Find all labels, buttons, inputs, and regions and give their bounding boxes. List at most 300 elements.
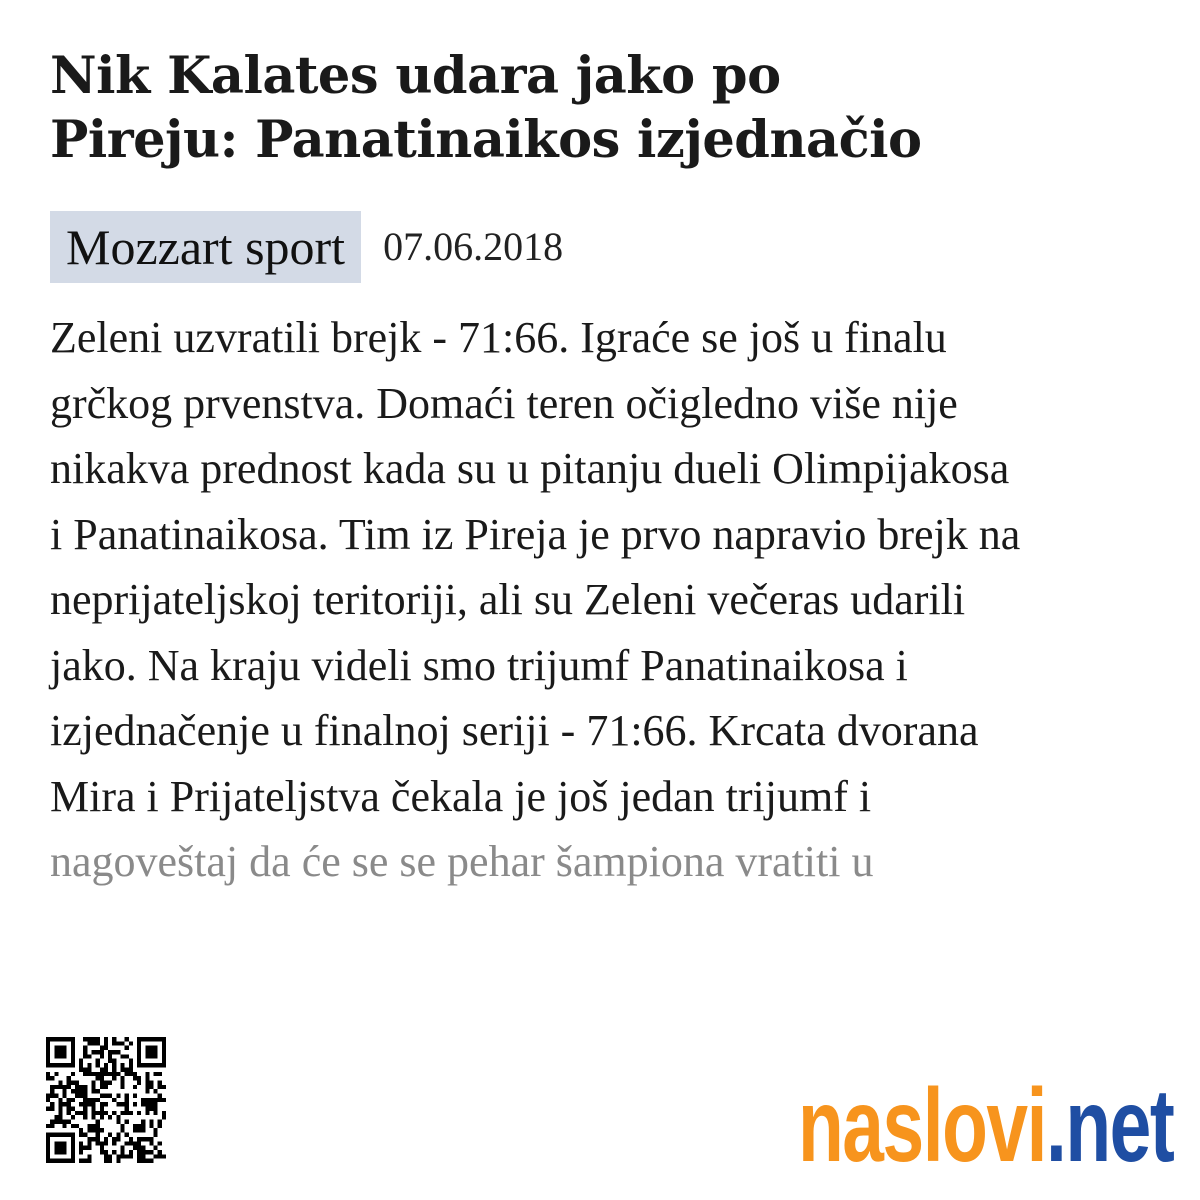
qr-module — [120, 1146, 124, 1150]
qr-module — [145, 1150, 149, 1154]
qr-module — [137, 1059, 141, 1063]
qr-module — [92, 1128, 96, 1132]
qr-module — [54, 1085, 58, 1089]
qr-module — [96, 1120, 100, 1124]
qr-code-graphic — [46, 1037, 166, 1163]
qr-module — [112, 1076, 116, 1080]
qr-module — [58, 1063, 62, 1067]
qr-module — [149, 1150, 153, 1154]
qr-module — [162, 1111, 166, 1115]
qr-module — [104, 1102, 108, 1106]
body-line: nikakva prednost kada su u pitanju dueli Olimpijakosa — [50, 444, 1010, 493]
qr-module — [154, 1098, 158, 1102]
qr-module — [158, 1098, 162, 1102]
qr-module — [158, 1093, 162, 1097]
qr-module — [58, 1054, 62, 1058]
qr-module — [58, 1141, 62, 1145]
qr-module — [54, 1050, 58, 1054]
qr-module — [162, 1041, 166, 1045]
headline-line: Nik Kalates udara jako po — [50, 46, 781, 106]
qr-module — [154, 1089, 158, 1093]
qr-module — [54, 1141, 58, 1145]
qr-module — [96, 1141, 100, 1145]
qr-module — [162, 1037, 166, 1041]
qr-module — [116, 1102, 120, 1106]
qr-module — [71, 1141, 75, 1145]
qr-module — [87, 1124, 91, 1128]
naslovi-logo[interactable] — [798, 1058, 1174, 1184]
body-line: grčkog prvenstva. Domaći teren očigledno više nije — [50, 378, 958, 428]
qr-module — [141, 1124, 145, 1128]
qr-module — [46, 1063, 50, 1067]
qr-module — [67, 1085, 71, 1089]
qr-module — [87, 1063, 91, 1067]
qr-module — [145, 1050, 149, 1054]
qr-module — [104, 1072, 108, 1076]
qr-module — [83, 1093, 87, 1097]
qr-module — [137, 1150, 141, 1154]
qr-module — [92, 1085, 96, 1089]
qr-module — [162, 1154, 166, 1158]
qr-module — [58, 1080, 62, 1084]
qr-module — [112, 1137, 116, 1141]
qr-module — [116, 1050, 120, 1054]
qr-module — [133, 1076, 137, 1080]
logo-brand: naslovi — [798, 1068, 1046, 1184]
qr-module — [96, 1124, 100, 1128]
qr-module — [96, 1076, 100, 1080]
qr-module — [141, 1146, 145, 1150]
qr-module — [46, 1072, 50, 1076]
qr-module — [100, 1050, 104, 1054]
qr-module — [149, 1085, 153, 1089]
qr-module — [141, 1102, 145, 1106]
qr-module — [158, 1141, 162, 1145]
qr-module — [158, 1072, 162, 1076]
qr-module — [141, 1120, 145, 1124]
qr-module — [145, 1102, 149, 1106]
qr-module — [149, 1080, 153, 1084]
qr-module — [125, 1072, 129, 1076]
qr-module — [158, 1063, 162, 1067]
qr-module — [129, 1041, 133, 1045]
qr-module — [46, 1107, 50, 1111]
qr-module — [125, 1107, 129, 1111]
qr-module — [67, 1063, 71, 1067]
qr-module — [58, 1046, 62, 1050]
qr-module — [96, 1050, 100, 1054]
qr-module — [129, 1137, 133, 1141]
qr-module — [54, 1093, 58, 1097]
qr-module — [145, 1098, 149, 1102]
qr-module — [100, 1054, 104, 1058]
qr-module — [120, 1080, 124, 1084]
qr-module — [96, 1059, 100, 1063]
qr-module — [104, 1041, 108, 1045]
qr-module — [46, 1046, 50, 1050]
qr-module — [71, 1115, 75, 1119]
qr-module — [92, 1080, 96, 1084]
qr-module — [63, 1150, 67, 1154]
qr-module — [100, 1076, 104, 1080]
qr-module — [75, 1111, 79, 1115]
logo-tld: .net — [1045, 1068, 1174, 1184]
qr-module — [92, 1089, 96, 1093]
qr-module — [133, 1141, 137, 1145]
qr-module — [92, 1037, 96, 1041]
qr-module — [96, 1111, 100, 1115]
body-line-faded: nagoveštaj da će se se pehar šampiona vratiti u — [50, 837, 874, 886]
qr-module — [120, 1054, 124, 1058]
qr-module — [125, 1054, 129, 1058]
qr-module — [46, 1041, 50, 1045]
qr-module — [71, 1124, 75, 1128]
qr-module — [116, 1137, 120, 1141]
qr-module — [116, 1133, 120, 1137]
qr-module — [63, 1063, 67, 1067]
qr-module — [116, 1154, 120, 1158]
qr-module — [133, 1146, 137, 1150]
qr-module — [104, 1085, 108, 1089]
qr-module — [96, 1041, 100, 1045]
qr-module — [104, 1063, 108, 1067]
qr-module — [141, 1063, 145, 1067]
qr-module — [125, 1067, 129, 1071]
qr-module — [149, 1050, 153, 1054]
qr-module — [154, 1146, 158, 1150]
qr-module — [137, 1141, 141, 1145]
qr-module — [108, 1059, 112, 1063]
qr-module — [112, 1150, 116, 1154]
qr-module — [100, 1150, 104, 1154]
qr-module — [100, 1128, 104, 1132]
qr-module — [58, 1085, 62, 1089]
qr-module — [63, 1141, 67, 1145]
qr-module — [63, 1102, 67, 1106]
qr-module — [71, 1037, 75, 1041]
qr-module — [145, 1159, 149, 1163]
qr-module — [58, 1146, 62, 1150]
qr-module — [83, 1111, 87, 1115]
qr-module — [100, 1107, 104, 1111]
qr-module — [79, 1067, 83, 1071]
qr-module — [54, 1120, 58, 1124]
qr-module — [137, 1063, 141, 1067]
qr-module — [96, 1037, 100, 1041]
qr-module — [129, 1072, 133, 1076]
qr-module — [46, 1124, 50, 1128]
qr-module — [154, 1128, 158, 1132]
qr-module — [145, 1080, 149, 1084]
qr-module — [104, 1067, 108, 1071]
qr-module — [46, 1141, 50, 1145]
qr-module — [92, 1041, 96, 1045]
qr-module — [67, 1120, 71, 1124]
qr-module — [46, 1050, 50, 1054]
qr-module — [79, 1085, 83, 1089]
qr-module — [46, 1137, 50, 1141]
qr-module — [67, 1159, 71, 1163]
qr-module — [129, 1150, 133, 1154]
qr-module — [137, 1137, 141, 1141]
qr-module — [100, 1085, 104, 1089]
qr-module — [112, 1141, 116, 1145]
qr-module — [120, 1041, 124, 1045]
qr-module — [71, 1107, 75, 1111]
qr-module — [71, 1133, 75, 1137]
qr-module — [83, 1098, 87, 1102]
qr-module — [58, 1133, 62, 1137]
qr-module — [145, 1037, 149, 1041]
qr-module — [149, 1107, 153, 1111]
qr-module — [71, 1146, 75, 1150]
qr-module — [154, 1072, 158, 1076]
qr-module — [71, 1059, 75, 1063]
qr-module — [158, 1120, 162, 1124]
qr-module — [67, 1098, 71, 1102]
qr-module — [120, 1063, 124, 1067]
article-body — [50, 305, 1155, 895]
qr-module — [125, 1037, 129, 1041]
qr-module — [92, 1137, 96, 1141]
qr-module — [162, 1050, 166, 1054]
qr-module — [75, 1080, 79, 1084]
qr-module — [46, 1150, 50, 1154]
qr-module — [79, 1128, 83, 1132]
qr-module — [158, 1080, 162, 1084]
qr-module — [137, 1080, 141, 1084]
qr-module — [116, 1072, 120, 1076]
qr-module — [120, 1111, 124, 1115]
qr-module — [92, 1102, 96, 1106]
qr-module — [50, 1133, 54, 1137]
body-line: neprijateljskoj teritoriji, ali su Zeleni večeras udarili — [50, 575, 966, 624]
qr-module — [92, 1072, 96, 1076]
qr-module — [133, 1085, 137, 1089]
qr-module — [46, 1133, 50, 1137]
qr-module — [137, 1076, 141, 1080]
qr-module — [71, 1098, 75, 1102]
body-line: Zeleni uzvratili brejk - 71:66. Igraće se još u finalu — [50, 313, 947, 362]
qr-module — [137, 1054, 141, 1058]
qr-module — [79, 1141, 83, 1145]
qr-module — [96, 1072, 100, 1076]
qr-module — [137, 1050, 141, 1054]
qr-module — [83, 1085, 87, 1089]
qr-module — [50, 1089, 54, 1093]
article-meta — [50, 211, 563, 283]
qr-module — [145, 1085, 149, 1089]
qr-module — [154, 1107, 158, 1111]
qr-module — [133, 1093, 137, 1097]
qr-module — [87, 1037, 91, 1041]
qr-module — [137, 1046, 141, 1050]
qr-module — [158, 1150, 162, 1154]
qr-module — [137, 1146, 141, 1150]
qr-module — [149, 1124, 153, 1128]
qr-module — [112, 1050, 116, 1054]
qr-module — [154, 1050, 158, 1054]
qr-module — [120, 1124, 124, 1128]
qr-module — [79, 1059, 83, 1063]
qr-module — [100, 1067, 104, 1071]
qr-module — [100, 1102, 104, 1106]
qr-module — [108, 1054, 112, 1058]
qr-module — [87, 1041, 91, 1045]
qr-module — [46, 1098, 50, 1102]
qr-module — [75, 1085, 79, 1089]
qr-module — [149, 1063, 153, 1067]
qr-module — [63, 1037, 67, 1041]
qr-module — [108, 1093, 112, 1097]
qr-module — [149, 1141, 153, 1145]
qr-module — [125, 1093, 129, 1097]
qr-module — [104, 1150, 108, 1154]
qr-module — [63, 1159, 67, 1163]
qr-module — [46, 1146, 50, 1150]
qr-module — [83, 1115, 87, 1119]
qr-module — [137, 1128, 141, 1132]
qr-module — [141, 1150, 145, 1154]
qr-module — [162, 1054, 166, 1058]
qr-module — [104, 1141, 108, 1145]
qr-module — [67, 1037, 71, 1041]
qr-module — [83, 1159, 87, 1163]
qr-module — [100, 1072, 104, 1076]
qr-module — [63, 1120, 67, 1124]
qr-module — [120, 1085, 124, 1089]
qr-module — [58, 1098, 62, 1102]
qr-module — [50, 1063, 54, 1067]
qr-module — [83, 1089, 87, 1093]
body-line: Mira i Prijateljstva čekala je još jedan trijumf i — [50, 771, 872, 821]
qr-module — [100, 1093, 104, 1097]
qr-module — [149, 1137, 153, 1141]
qr-module — [58, 1050, 62, 1054]
qr-module — [79, 1150, 83, 1154]
qr-module — [71, 1159, 75, 1163]
qr-module — [162, 1098, 166, 1102]
qr-module — [58, 1111, 62, 1115]
qr-module — [141, 1137, 145, 1141]
qr-module — [145, 1054, 149, 1058]
qr-module — [71, 1089, 75, 1093]
qr-module — [112, 1072, 116, 1076]
qr-module — [129, 1067, 133, 1071]
qr-module — [83, 1067, 87, 1071]
qr-module — [87, 1141, 91, 1145]
qr-module — [100, 1111, 104, 1115]
qr-module — [96, 1137, 100, 1141]
qr-module — [50, 1093, 54, 1097]
qr-module — [133, 1072, 137, 1076]
qr-module — [125, 1111, 129, 1115]
qr-module — [67, 1076, 71, 1080]
qr-module — [141, 1037, 145, 1041]
qr-module — [83, 1072, 87, 1076]
qr-module — [104, 1137, 108, 1141]
qr-module — [104, 1154, 108, 1158]
qr-module — [96, 1089, 100, 1093]
qr-module — [87, 1128, 91, 1132]
qr-module — [79, 1102, 83, 1106]
qr-module — [112, 1041, 116, 1045]
qr-module — [108, 1154, 112, 1158]
qr-module — [63, 1046, 67, 1050]
qr-module — [96, 1098, 100, 1102]
qr-module — [50, 1159, 54, 1163]
qr-module — [116, 1093, 120, 1097]
qr-module — [54, 1133, 58, 1137]
qr-module — [104, 1093, 108, 1097]
qr-module — [141, 1098, 145, 1102]
qr-module — [154, 1037, 158, 1041]
qr-module — [125, 1102, 129, 1106]
qr-module — [100, 1046, 104, 1050]
qr-module — [158, 1154, 162, 1158]
qr-module — [79, 1089, 83, 1093]
qr-module — [63, 1089, 67, 1093]
qr-module — [54, 1146, 58, 1150]
qr-module — [154, 1046, 158, 1050]
qr-module — [108, 1080, 112, 1084]
qr-module — [158, 1124, 162, 1128]
qr-code-icon[interactable] — [46, 1037, 166, 1163]
qr-module — [79, 1133, 83, 1137]
qr-module — [104, 1046, 108, 1050]
qr-module — [83, 1133, 87, 1137]
qr-module — [54, 1063, 58, 1067]
qr-module — [63, 1093, 67, 1097]
qr-module — [79, 1111, 83, 1115]
qr-module — [83, 1054, 87, 1058]
qr-module — [120, 1128, 124, 1132]
qr-module — [46, 1059, 50, 1063]
qr-module — [145, 1089, 149, 1093]
qr-module — [87, 1146, 91, 1150]
qr-module — [63, 1124, 67, 1128]
qr-module — [137, 1154, 141, 1158]
qr-module — [125, 1046, 129, 1050]
qr-module — [71, 1063, 75, 1067]
qr-module — [120, 1076, 124, 1080]
qr-module — [87, 1098, 91, 1102]
qr-module — [50, 1076, 54, 1080]
qr-module — [149, 1098, 153, 1102]
source-badge[interactable]: Mozzart sport — [50, 211, 361, 283]
qr-module — [149, 1120, 153, 1124]
qr-module — [100, 1115, 104, 1119]
qr-module — [129, 1063, 133, 1067]
qr-module — [79, 1159, 83, 1163]
qr-module — [71, 1041, 75, 1045]
qr-module — [145, 1107, 149, 1111]
qr-module — [50, 1037, 54, 1041]
qr-module — [137, 1111, 141, 1115]
qr-module — [79, 1146, 83, 1150]
qr-module — [125, 1120, 129, 1124]
qr-module — [162, 1115, 166, 1119]
qr-module — [149, 1046, 153, 1050]
qr-module — [92, 1107, 96, 1111]
qr-module — [125, 1133, 129, 1137]
qr-module — [46, 1037, 50, 1041]
qr-module — [108, 1072, 112, 1076]
qr-module — [162, 1063, 166, 1067]
qr-module — [116, 1041, 120, 1045]
qr-module — [87, 1072, 91, 1076]
qr-module — [50, 1085, 54, 1089]
